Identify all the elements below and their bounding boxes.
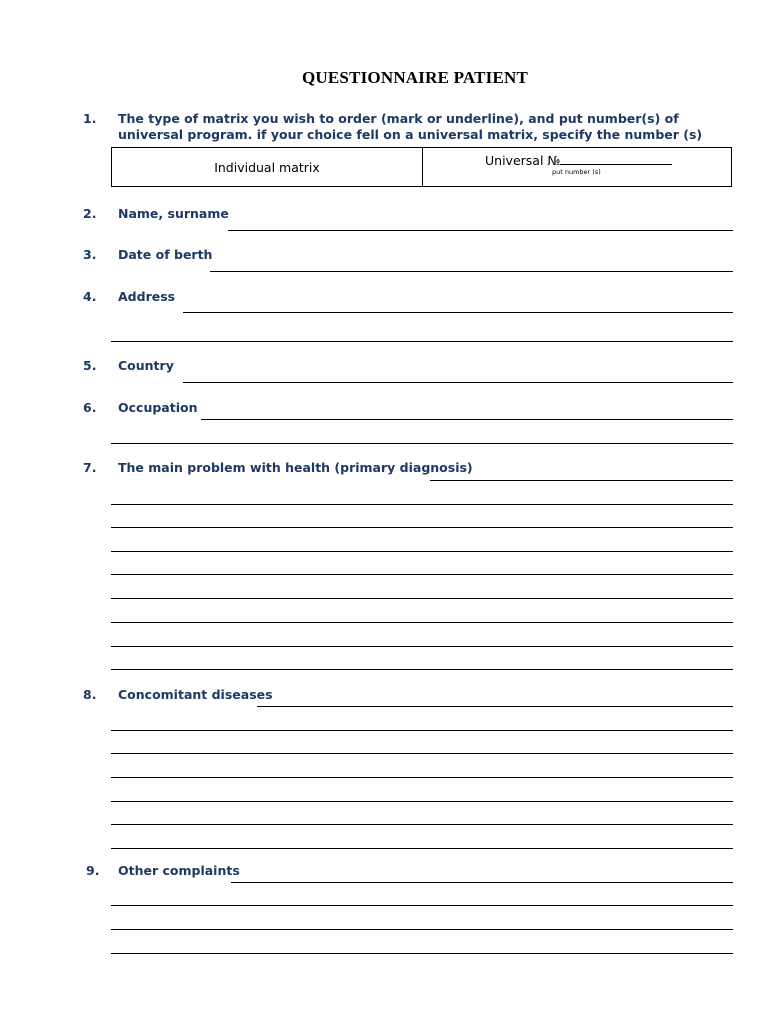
concomitant-diseases-line[interactable] — [111, 753, 733, 754]
concomitant-diseases-line[interactable] — [111, 730, 733, 731]
question-7-label: The main problem with health (primary diagnosis) — [118, 460, 473, 475]
universal-number-hint: put number (s) — [552, 168, 601, 176]
question-5-number: 5. — [83, 358, 97, 373]
question-2-number: 2. — [83, 206, 97, 221]
question-4-label: Address — [118, 289, 176, 304]
question-1-number: 1. — [83, 111, 97, 126]
concomitant-diseases-line[interactable] — [257, 706, 733, 707]
question-5-label: Country — [118, 358, 174, 373]
question-2-label: Name, surname — [118, 206, 229, 221]
concomitant-diseases-line[interactable] — [111, 824, 733, 825]
diagnosis-line[interactable] — [111, 622, 733, 623]
question-1-text: The type of matrix you wish to order (mark or underline), and put number(s) of universal program. if your choice fell on a universal matrix, specify the number (s) — [118, 111, 703, 142]
question-8-number: 8. — [83, 687, 97, 702]
universal-matrix-label: Universal № — [485, 153, 561, 168]
other-complaints-line[interactable] — [231, 882, 733, 883]
universal-matrix-field[interactable] — [485, 153, 672, 168]
date-of-birth-line[interactable] — [210, 271, 733, 272]
universal-matrix-option[interactable] — [423, 148, 731, 186]
question-8-label: Concomitant diseases — [118, 687, 273, 702]
diagnosis-line[interactable] — [111, 669, 733, 670]
matrix-choice-table — [111, 147, 732, 187]
question-7-number: 7. — [83, 460, 97, 475]
individual-matrix-label: Individual matrix — [214, 159, 320, 175]
question-9-label: Other complaints — [118, 863, 240, 878]
universal-number-line[interactable] — [560, 153, 672, 165]
other-complaints-line[interactable] — [111, 929, 733, 930]
question-6-number: 6. — [83, 400, 97, 415]
concomitant-diseases-line[interactable] — [111, 777, 733, 778]
occupation-line[interactable] — [111, 443, 733, 444]
question-3-number: 3. — [83, 247, 97, 262]
question-6-label: Occupation — [118, 400, 198, 415]
diagnosis-line[interactable] — [111, 551, 733, 552]
diagnosis-line[interactable] — [111, 574, 733, 575]
occupation-line[interactable] — [201, 419, 733, 420]
country-line[interactable] — [183, 382, 733, 383]
question-9-number: 9. — [86, 863, 100, 878]
address-line[interactable] — [183, 312, 733, 313]
other-complaints-line[interactable] — [111, 905, 733, 906]
concomitant-diseases-line[interactable] — [111, 801, 733, 802]
diagnosis-line[interactable] — [111, 646, 733, 647]
name-surname-line[interactable] — [228, 230, 733, 231]
page-title: QUESTIONNAIRE PATIENT — [301, 68, 529, 87]
diagnosis-line[interactable] — [430, 480, 733, 481]
address-line[interactable] — [111, 341, 733, 342]
diagnosis-line[interactable] — [111, 504, 733, 505]
other-complaints-line[interactable] — [111, 953, 733, 954]
question-4-number: 4. — [83, 289, 97, 304]
question-3-label: Date of berth — [118, 247, 213, 262]
individual-matrix-option[interactable] — [112, 148, 423, 186]
diagnosis-line[interactable] — [111, 598, 733, 599]
concomitant-diseases-line[interactable] — [111, 848, 733, 849]
diagnosis-line[interactable] — [111, 527, 733, 528]
